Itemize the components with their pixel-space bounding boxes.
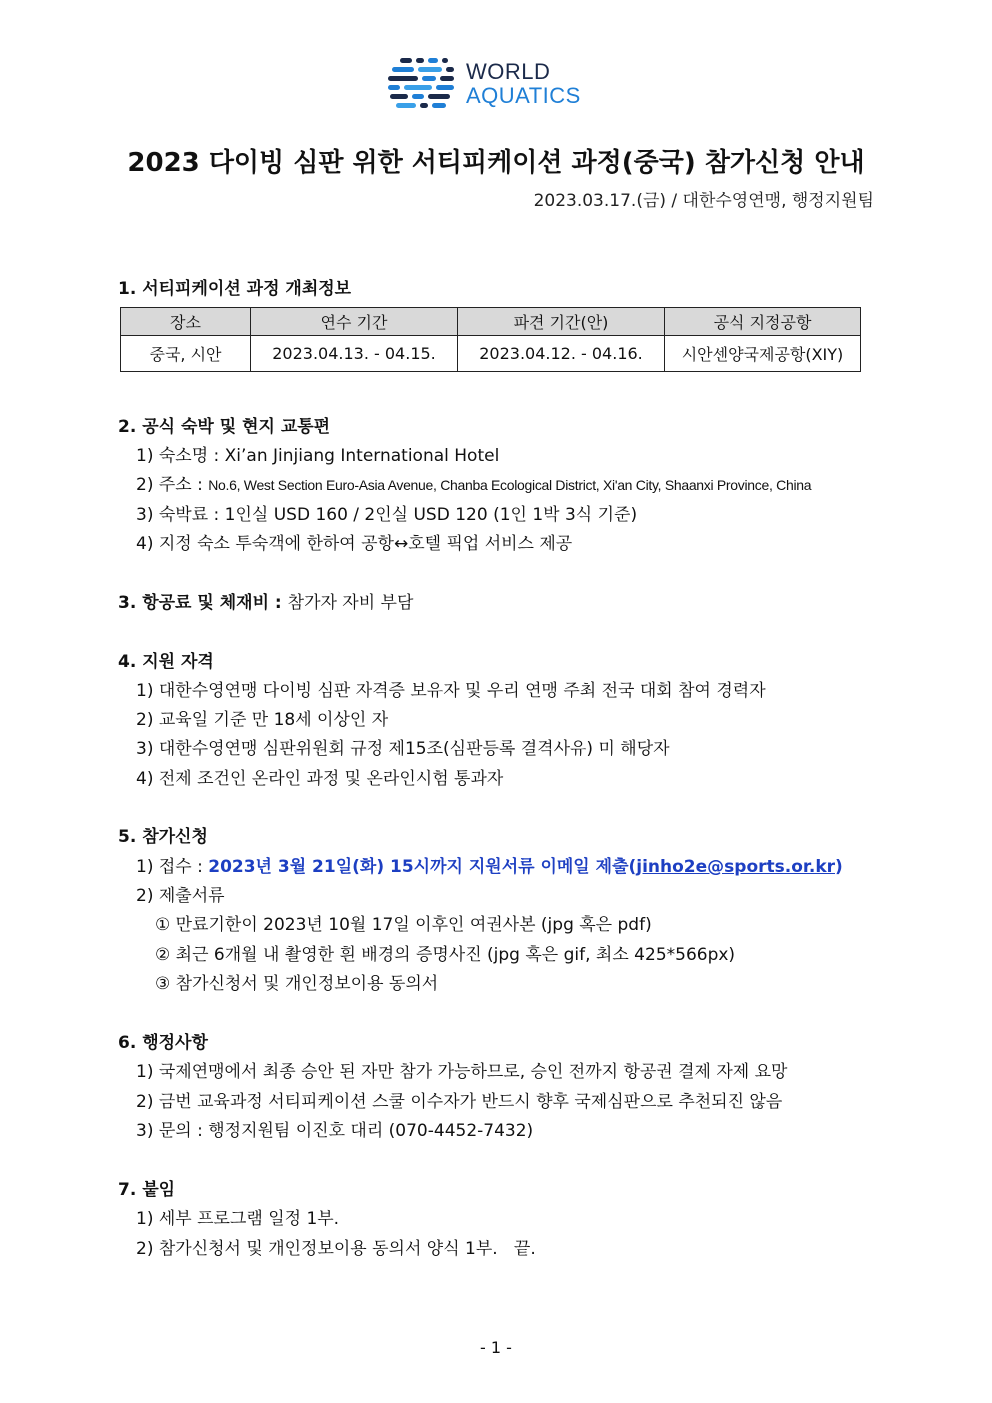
list-item: 2) 참가신청서 및 개인정보이용 동의서 양식 1부. 끝. bbox=[136, 1239, 536, 1259]
table-cell: 시안센양국제공항(XIY) bbox=[665, 336, 861, 372]
table-cell: 2023.04.13. - 04.15. bbox=[251, 336, 458, 372]
table-header-row bbox=[121, 308, 861, 336]
list-item: 2) 교육일 기준 만 18세 이상인 자 bbox=[136, 710, 389, 730]
list-item: 2) 제출서류 bbox=[136, 886, 225, 906]
sub-list-item: ② 최근 6개월 내 촬영한 흰 배경의 증명사진 (jpg 혹은 gif, 최소 425*566px) bbox=[155, 945, 736, 965]
list-item bbox=[136, 852, 843, 877]
table-header-cell: 공식 지정공항 bbox=[665, 308, 861, 336]
list-item: 2) 금번 교육과정 서티피케이션 스쿨 이수자가 반드시 향후 국제심판으로 추천되진 않음 bbox=[136, 1092, 783, 1112]
logo-line1: WORLD bbox=[466, 59, 551, 84]
list-item: 1) 국제연맹에서 최종 승안 된 자만 참가 가능하므로, 승인 전까지 항공권 결제 자제 요망 bbox=[136, 1062, 788, 1082]
table-header-cell: 연수 기간 bbox=[251, 308, 458, 336]
course-info-table bbox=[120, 307, 861, 372]
table-row bbox=[121, 336, 861, 372]
logo-line2: AQUATICS bbox=[466, 83, 581, 108]
list-item: 1) 세부 프로그램 일정 1부. bbox=[136, 1209, 340, 1229]
section-3-heading: 3. 항공료 및 체재비 : bbox=[118, 593, 288, 613]
table-header-cell: 장소 bbox=[121, 308, 251, 336]
logo-dots-icon bbox=[386, 56, 458, 114]
list-item: 4) 지정 숙소 투숙객에 한하여 공항↔호텔 픽업 서비스 제공 bbox=[136, 534, 573, 554]
list-item: 3) 숙박료 : 1인실 USD 160 / 2인실 USD 120 (1인 1박 3식 기준) bbox=[136, 505, 638, 525]
section-3 bbox=[118, 588, 413, 613]
document-date-org: 2023.03.17.(금) / 대한수영연맹, 행정지원팀 bbox=[533, 191, 874, 211]
application-label: 1) 접수 : bbox=[136, 857, 209, 877]
section-3-text: 참가자 자비 부담 bbox=[287, 593, 414, 613]
list-item: 3) 문의 : 행정지원팀 이진호 대리 (070-4452-7432) bbox=[136, 1121, 534, 1141]
application-close-paren: ) bbox=[835, 857, 843, 877]
sub-list-item: ③ 참가신청서 및 개인정보이용 동의서 bbox=[155, 974, 439, 994]
list-item: 4) 전제 조건인 온라인 과정 및 온라인시험 통과자 bbox=[136, 769, 504, 789]
page-number: - 1 - bbox=[480, 1338, 512, 1357]
logo-wordmark bbox=[466, 60, 581, 108]
sub-list-item: ① 만료기한이 2023년 10월 17일 이후인 여권사본 (jpg 혹은 pdf) bbox=[155, 915, 652, 935]
table-cell: 중국, 시안 bbox=[121, 336, 251, 372]
section-7-heading: 7. 붙임 bbox=[118, 1180, 176, 1200]
hotel-address: No.6, West Section Euro-Asia Avenue, Chanba Ecological District, Xi'an City, Shaanxi Province, China bbox=[208, 477, 812, 493]
section-5-heading: 5. 참가신청 bbox=[118, 827, 208, 847]
list-item: 1) 숙소명 : Xi’an Jinjiang International Hotel bbox=[136, 446, 500, 466]
section-2-heading: 2. 공식 숙박 및 현지 교통편 bbox=[118, 417, 331, 437]
document-title: 2023 다이빙 심판 위한 서티피케이션 과정(중국) 참가신청 안내 bbox=[127, 148, 865, 178]
application-deadline: 2023년 3월 21일(화) 15시까지 지원서류 이메일 제출( bbox=[208, 857, 637, 877]
list-item bbox=[136, 470, 811, 495]
contact-email-link[interactable]: jinho2e@sports.or.kr bbox=[636, 857, 836, 877]
table-header-cell: 파견 기간(안) bbox=[458, 308, 665, 336]
address-label: 2) 주소 : bbox=[136, 475, 209, 495]
section-4-heading: 4. 지원 자격 bbox=[118, 652, 214, 672]
table-cell: 2023.04.12. - 04.16. bbox=[458, 336, 665, 372]
section-1-heading: 1. 서티피케이션 과정 개최정보 bbox=[118, 279, 352, 299]
section-6-heading: 6. 행정사항 bbox=[118, 1033, 208, 1053]
list-item: 3) 대한수영연맹 심판위원회 규정 제15조(심판등록 결격사유) 미 해당자 bbox=[136, 739, 670, 759]
world-aquatics-logo bbox=[386, 56, 616, 114]
list-item: 1) 대한수영연맹 다이빙 심판 자격증 보유자 및 우리 연맹 주최 전국 대회 참여 경력자 bbox=[136, 681, 766, 701]
